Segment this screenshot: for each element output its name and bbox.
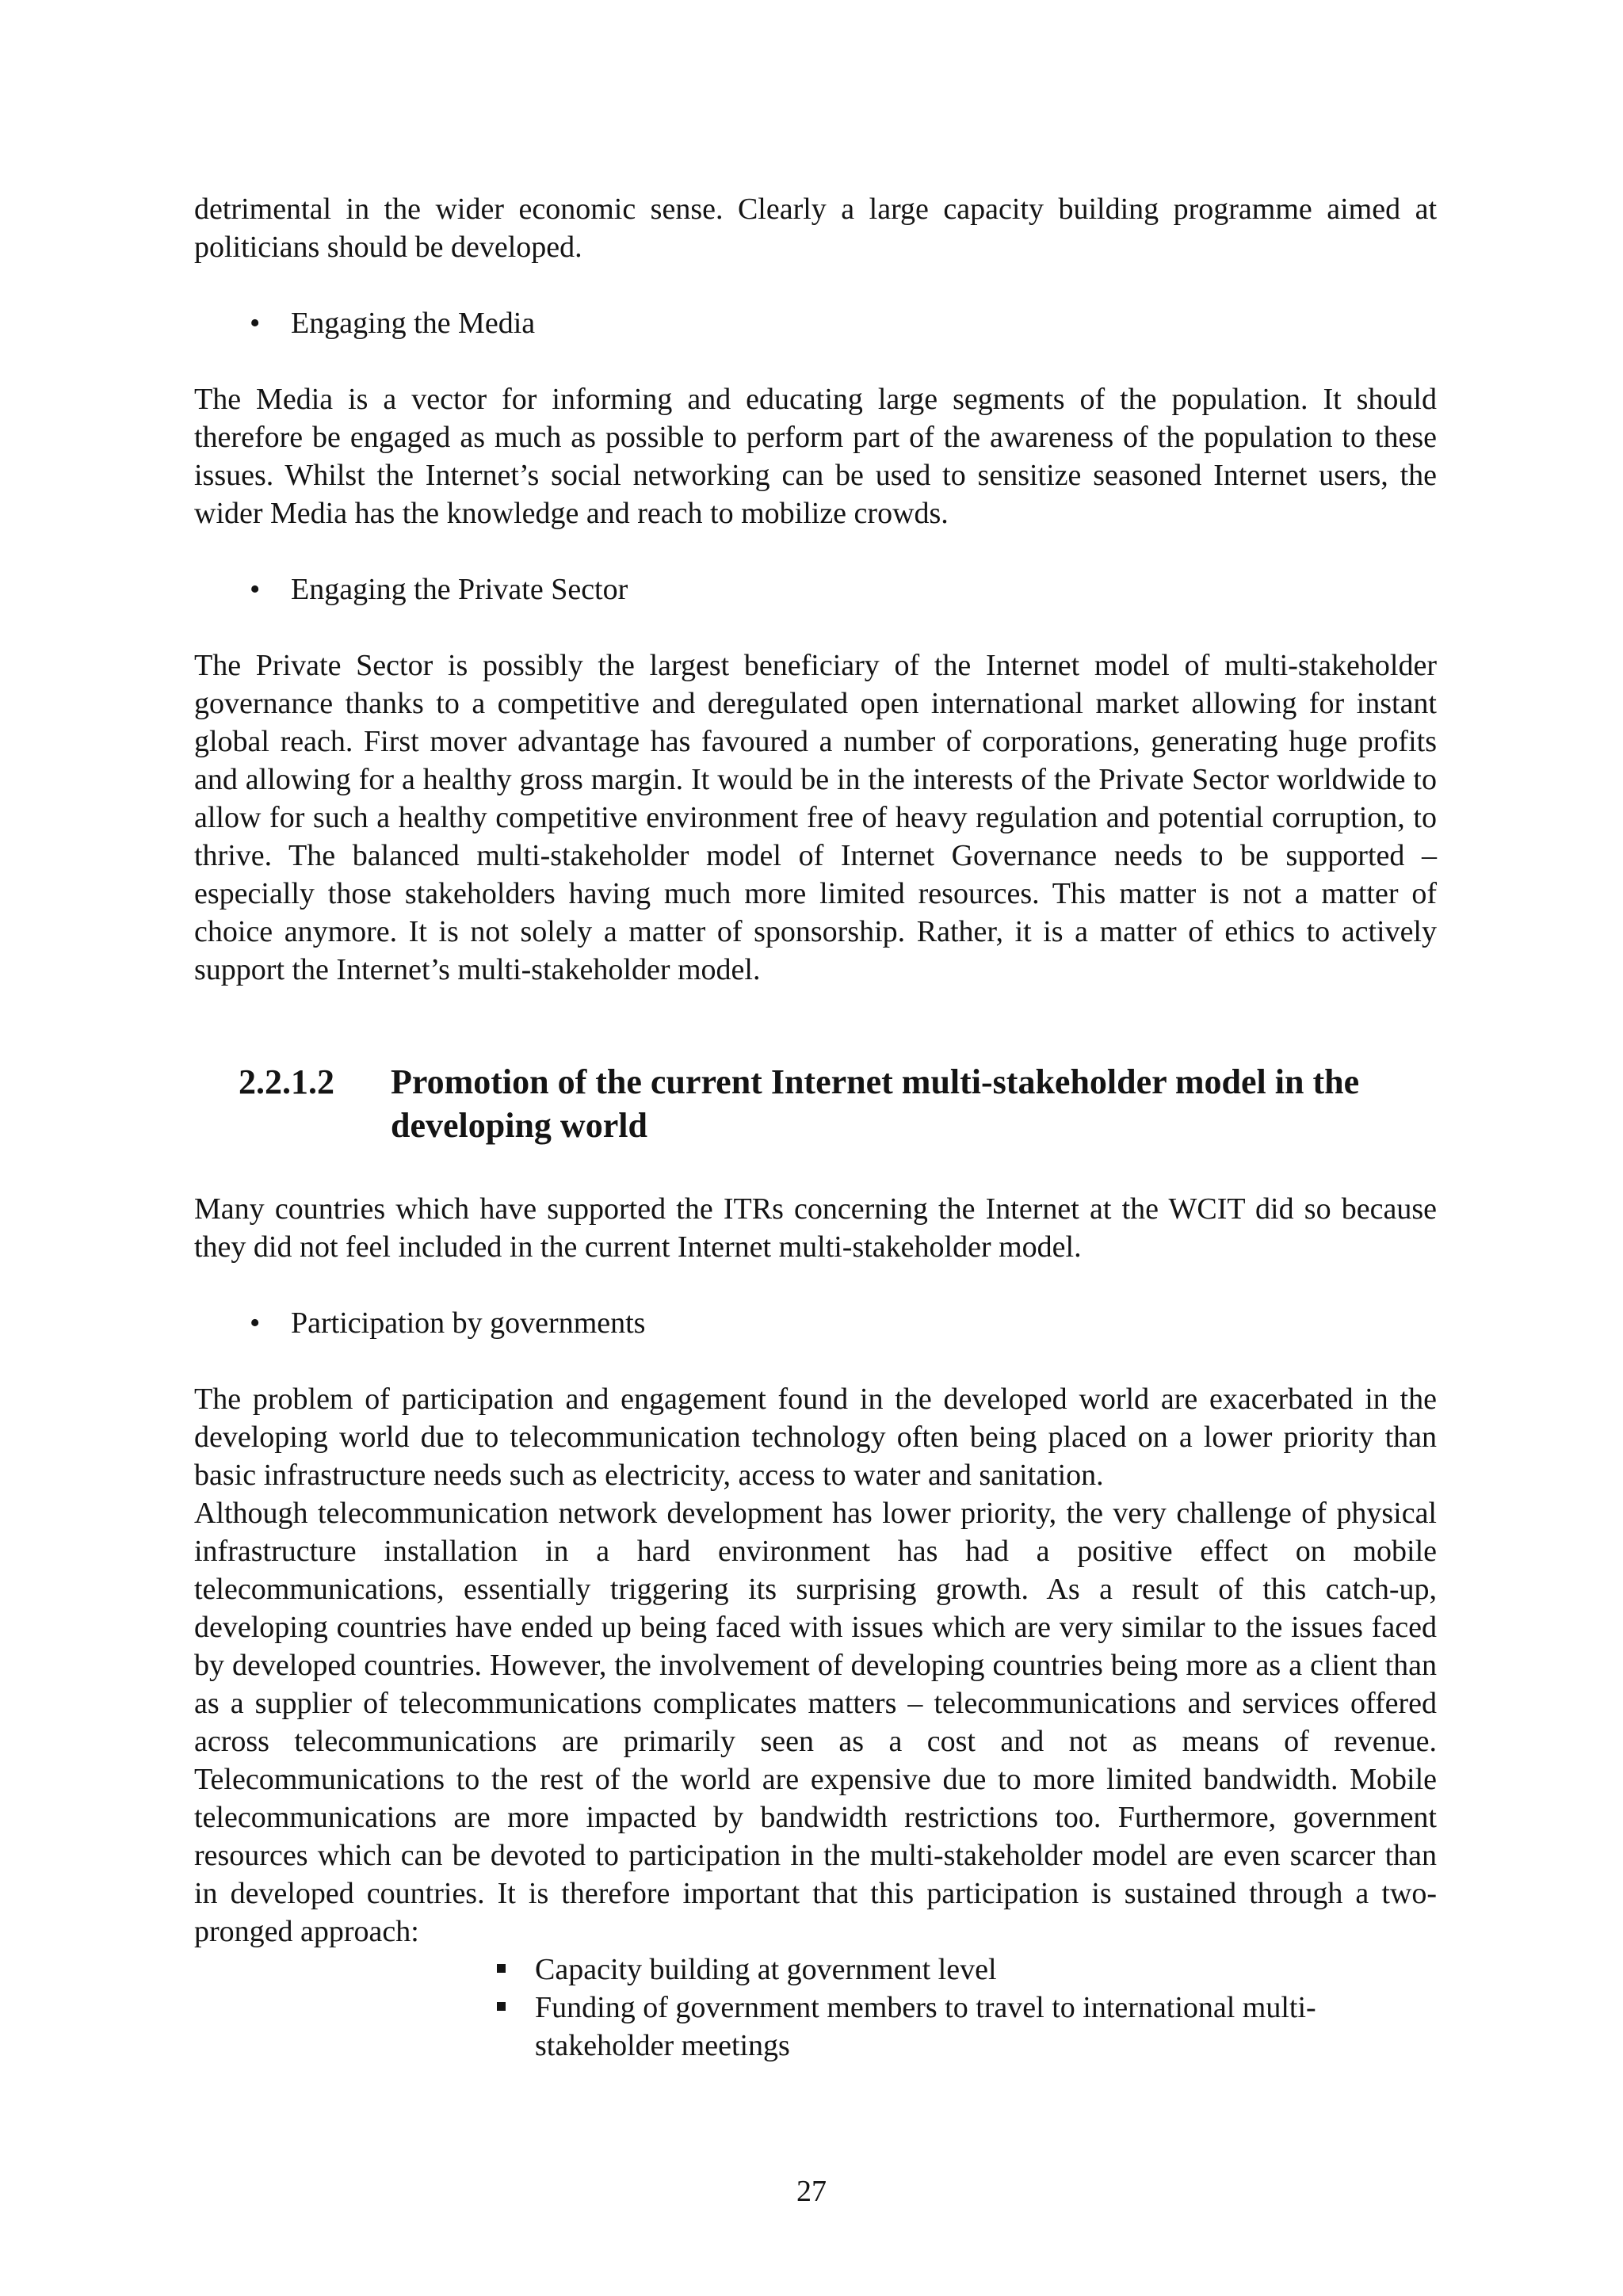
- square-bullet-icon: [497, 1964, 506, 1973]
- bullet-label: Engaging the Media: [291, 307, 536, 340]
- bullet-engaging-private-sector: [194, 570, 1437, 608]
- paragraph-politicians: detrimental in the wider economic sense. Clearly a large capacity building programme aimed at politicians should be developed.: [194, 193, 1437, 264]
- bullet-icon: •: [250, 573, 261, 606]
- bullet-icon: •: [250, 307, 261, 340]
- bullet-engaging-media: [194, 304, 1437, 342]
- paragraph-developing-world: The problem of participation and engagement found in the developed world are exacerbated in the developing world due to telecommunication technology often being placed on a lower priority than basic infrastructure needs such as electricity, access to water and sanitation.: [194, 1383, 1437, 1492]
- square-bullet-icon: [497, 2002, 506, 2011]
- bullet-label: Participation by governments: [291, 1306, 646, 1340]
- paragraph-media: The Media is a vector for informing and educating large segments of the population. It should therefore be engaged as much as possible to perform part of the awareness of the population to these issues. Whilst the Internet’s social networking can be used to sensitize seasoned Internet users, the wider Media has the knowledge and reach to mobilize crowds.: [194, 383, 1437, 530]
- paragraph-wcit: Many countries which have supported the ITRs concerning the Internet at the WCIT did so because they did not feel included in the current Internet multi-stakeholder model.: [194, 1192, 1437, 1264]
- document-page: [194, 190, 1437, 2065]
- list-item: [492, 1989, 1391, 2065]
- section-title: Promotion of the current Internet multi-stakeholder model in the developing world: [391, 1062, 1360, 1145]
- page-number: 27: [796, 2175, 827, 2208]
- list-item: [492, 1951, 1391, 1989]
- list-item-text: Funding of government members to travel to international multi-stakeholder meetings: [535, 1991, 1316, 2062]
- list-item-text: Capacity building at government level: [535, 1953, 997, 1986]
- bullet-label: Engaging the Private Sector: [291, 573, 628, 606]
- bullet-participation-governments: [194, 1304, 1437, 1342]
- section-number: 2.2.1.2: [239, 1062, 334, 1101]
- paragraph-telecom-growth: Although telecommunication network development has lower priority, the very challenge of physical infrastructure installation in a hard environment has had a positive effect on mobile telecommunications, essentially triggering its surprising growth. As a result of this catch-up, developing countries have ended up being faced with issues which are very similar to the issues faced by developed countries. However, the involvement of developing countries being more as a client than as a supplier of telecommunications complicates matters – telecommunications and services offered across telecommunications are primarily seen as a cost and not as means of revenue. Telecommunications to the rest of the world are expensive due to more limited bandwidth. Mobile telecommunications are more impacted by bandwidth restrictions too. Furthermore, government resources which can be devoted to participation in the multi-stakeholder model are even scarcer than in developed countries. It is therefore important that this participation is sustained through a two-pronged approach:: [194, 1497, 1437, 1948]
- bullet-icon: •: [250, 1306, 261, 1340]
- section-heading: [194, 1060, 1437, 1147]
- approach-list: [194, 1951, 1437, 2065]
- paragraph-private-sector: The Private Sector is possibly the largest beneficiary of the Internet model of multi-stakeholder governance thanks to a competitive and deregulated open international market allowing for instant global reach. First mover advantage has favoured a number of corporations, generating huge profits and allowing for a healthy gross margin. It would be in the interests of the Private Sector worldwide to allow for such a healthy competitive environment free of heavy regulation and potential corruption, to thrive. The balanced multi-stakeholder model of Internet Governance needs to be supported – especially those stakeholders having much more limited resources. This matter is not a matter of choice anymore. It is not solely a matter of sponsorship. Rather, it is a matter of ethics to actively support the Internet’s multi-stakeholder model.: [194, 649, 1437, 986]
